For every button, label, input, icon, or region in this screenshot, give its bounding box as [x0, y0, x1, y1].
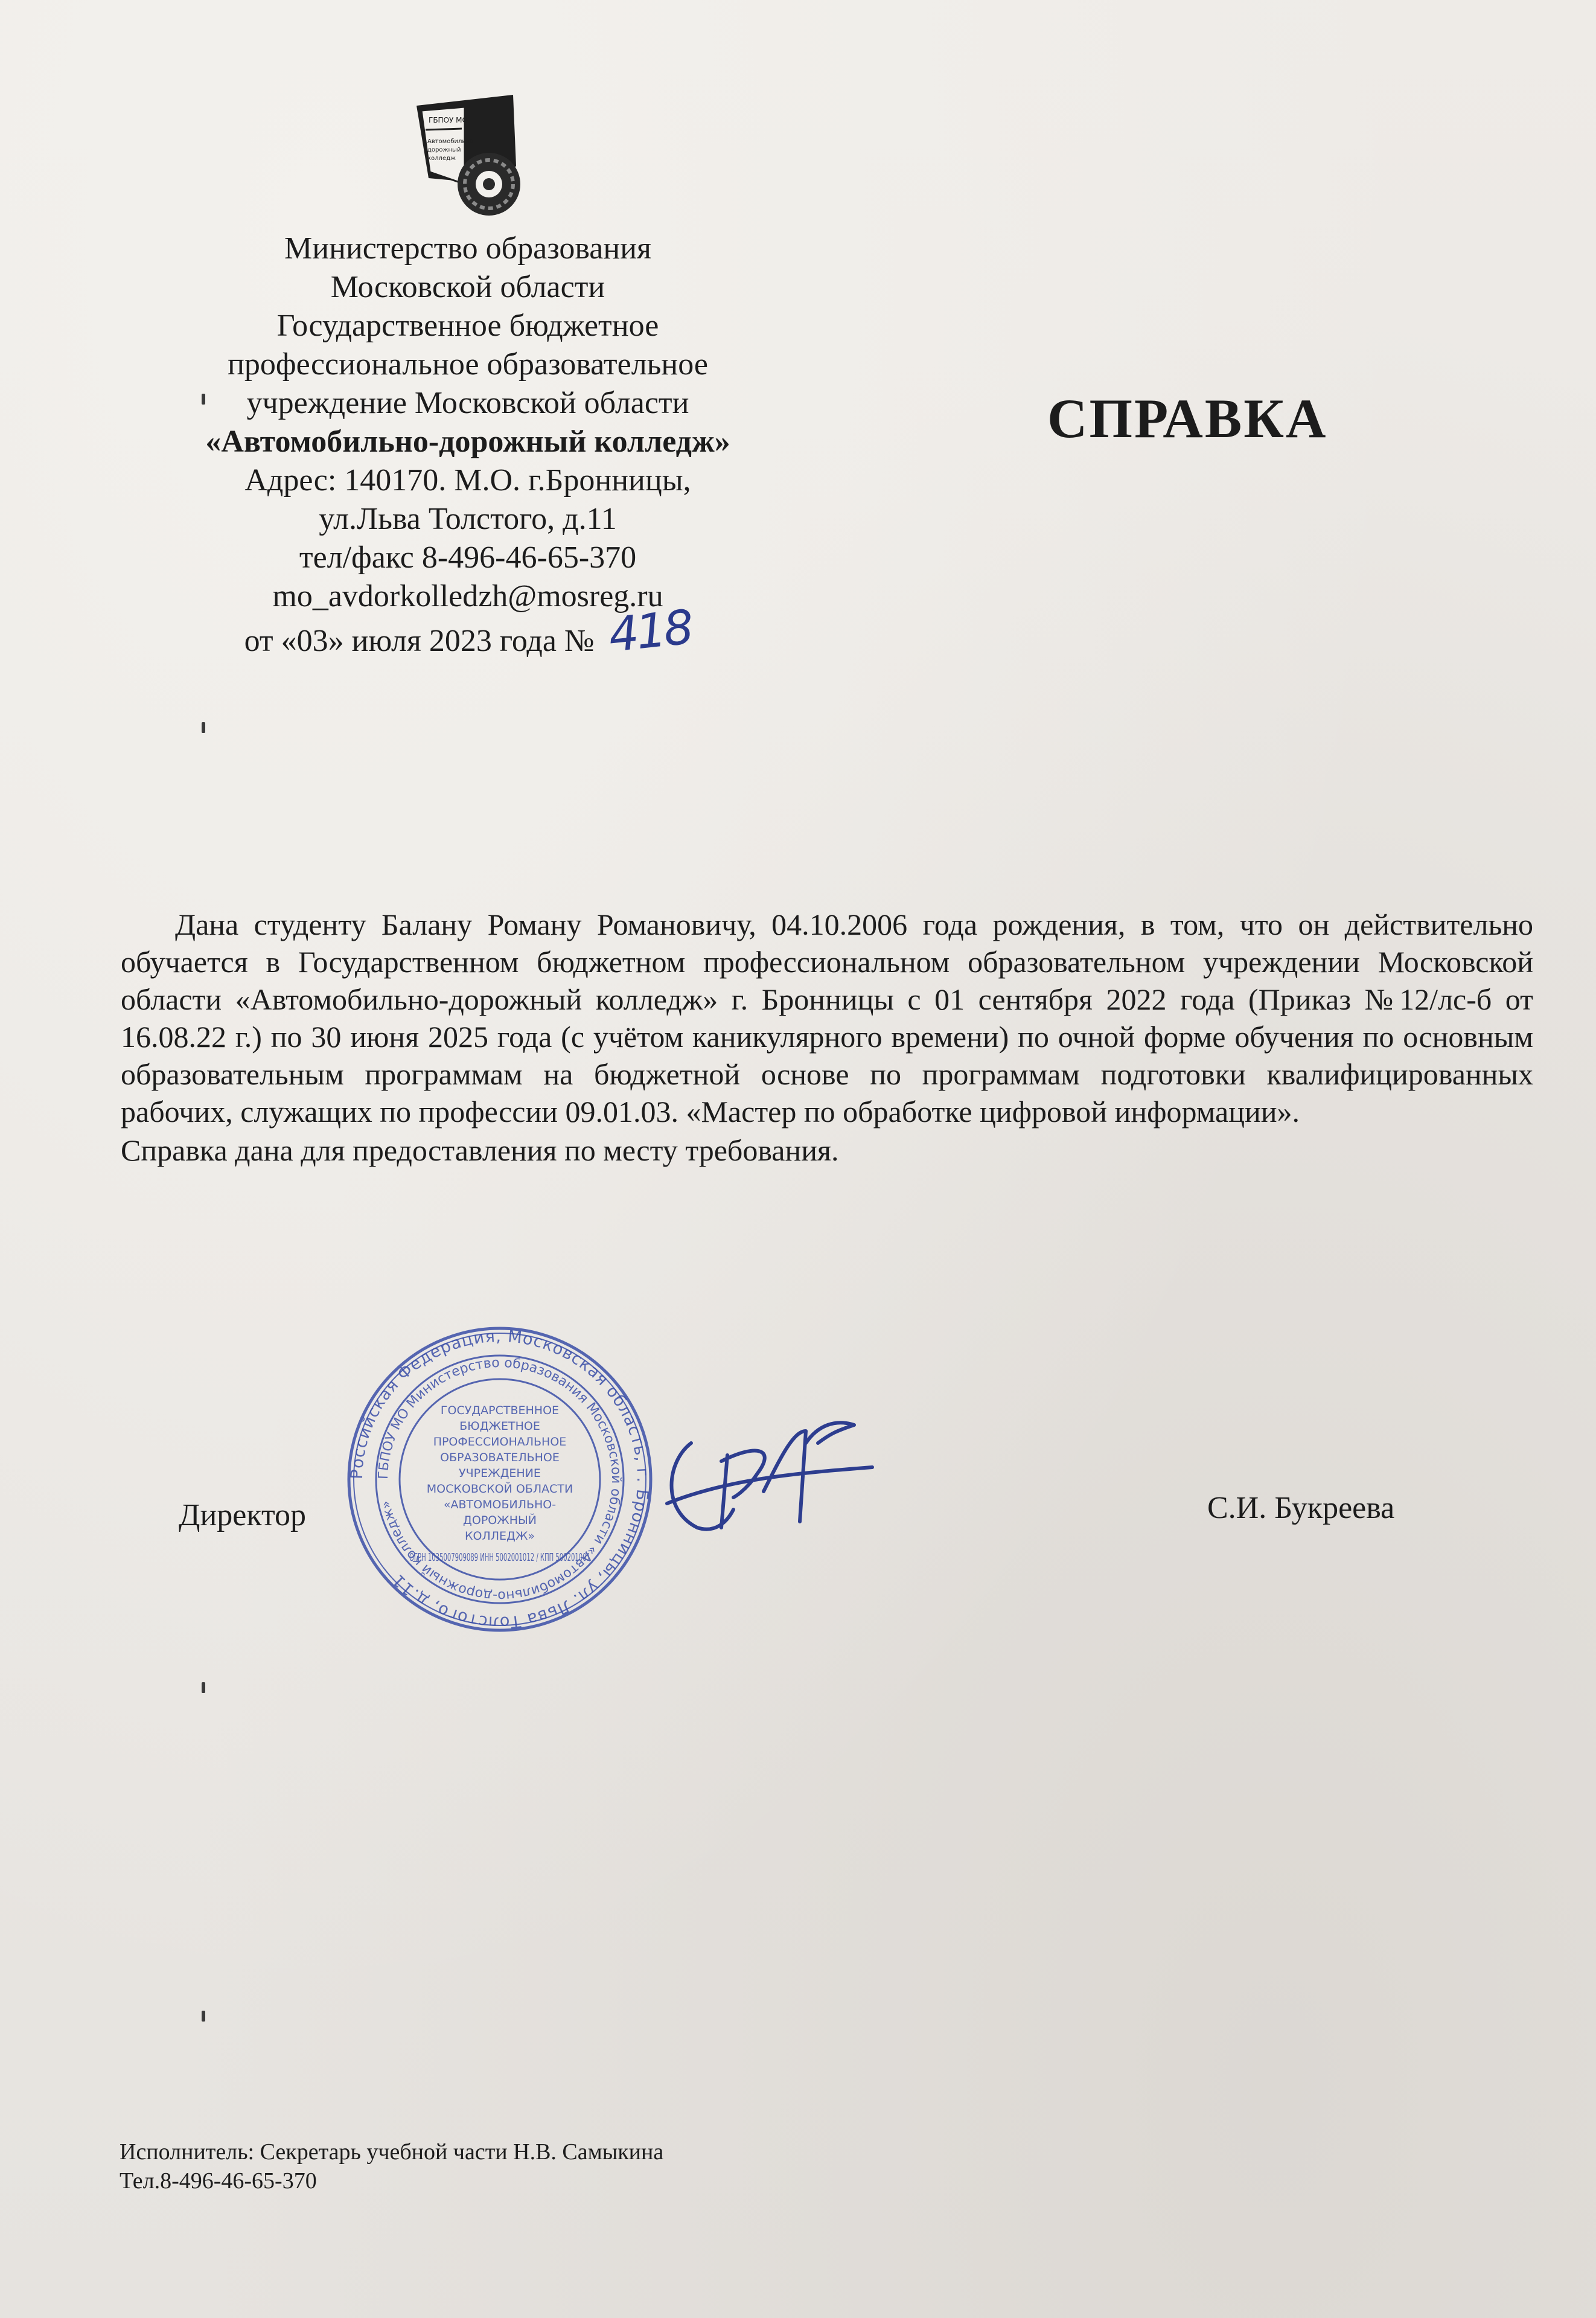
logo-text-line: колледж — [427, 155, 456, 162]
margin-mark — [202, 2011, 205, 2022]
executor-phone: Тел.8-496-46-65-370 — [120, 2168, 317, 2194]
document-body — [121, 906, 1533, 1169]
executor-footer — [120, 2137, 663, 2195]
certificate-paragraph: Дана студенту Балану Роману Романовичу, 04.10.2006 года рождения, в том, что он действительно обучается в Государственном бюджетном профессиональном образовательном учреждении Московской области «Автомобильно-дорожный колледж» г. Бронницы с 01 сентября 2022 года (Приказ №12/лс-б от 16.08.22 г.) по 30 июня 2025 года (с учётом каникулярного времени) по очной форме обучения по основным образовательным программам на бюджетной основе по программам подготовки квалифицированных рабочих, служащих по профессии 09.01.03. «Мастер по обработке цифровой информации». — [121, 908, 1533, 1129]
document-date: от «03» июля 2023 года № — [244, 624, 595, 658]
stamp-middle-text: ГБПОУ МО Министерство образования Московской области «Автомобильно-дорожный колледж» — [375, 1355, 624, 1604]
signer-name: С.И. Букреева — [1207, 1491, 1395, 1525]
margin-mark — [202, 394, 205, 405]
stamp-center-line: ПРОФЕССИОНАЛЬНОЕ — [433, 1435, 567, 1449]
college-name: «Автомобильно-дорожный колледж» — [205, 424, 730, 459]
tire-icon — [458, 153, 520, 216]
logo-text-top: ГБПОУ МО — [429, 116, 468, 124]
executor-name: Исполнитель: Секретарь учебной части Н.В. Самыкина — [120, 2139, 664, 2165]
stamp-center-line: КОЛЛЕДЖ» — [465, 1529, 535, 1543]
logo-text-line: Автомобильно- — [427, 138, 476, 145]
organization-header — [163, 229, 773, 661]
document-title: СПРАВКА — [1047, 388, 1328, 449]
stamp-center-line: ОБРАЗОВАТЕЛЬНОЕ — [440, 1451, 560, 1464]
header-line: Московской области — [330, 270, 605, 304]
header-line: Министерство образования — [284, 231, 651, 266]
header-line: Государственное бюджетное — [276, 309, 659, 343]
phone-fax: тел/факс 8-496-46-65-370 — [299, 540, 637, 575]
college-logo-icon — [392, 94, 537, 220]
margin-mark — [202, 1682, 205, 1693]
address-line: Адрес: 140170. М.О. г.Бронницы, — [244, 463, 691, 498]
email: mo_avdorkolledzh@mosreg.ru — [272, 579, 663, 613]
logo-text-line: дорожный — [427, 147, 461, 153]
stamp-center-line: ГОСУДАРСТВЕННОЕ — [440, 1404, 560, 1417]
stamp-ids: ОГРН 1035007909089 ИНН 5002001012 / КПП 500201001 — [409, 1551, 590, 1564]
official-stamp-icon — [343, 1322, 657, 1636]
stamp-center-line: БЮДЖЕТНОЕ — [459, 1420, 540, 1433]
date-number-row — [163, 600, 773, 663]
stamp-center-line: УЧРЕЖДЕНИЕ — [459, 1467, 541, 1480]
stamp-outer-text: Российская Федерация, Московская область, г. Бронницы, ул. Льва Толстого, д.11 — [347, 1327, 653, 1632]
header-line: профессиональное образовательное — [228, 347, 708, 382]
address-line: ул.Льва Толстого, д.11 — [319, 502, 617, 536]
handwritten-signature — [655, 1407, 884, 1546]
stamp-center-line: ДОРОЖНЫЙ — [463, 1514, 537, 1527]
signer-position: Директор — [179, 1498, 306, 1532]
stamp-center-line: «АВТОМОБИЛЬНО- — [443, 1498, 557, 1511]
handwritten-number: 418 — [605, 600, 694, 663]
certificate-purpose: Справка дана для предоставления по месту требования. — [121, 1133, 839, 1167]
margin-mark — [202, 722, 205, 733]
stamp-center-line: МОСКОВСКОЙ ОБЛАСТИ — [426, 1482, 573, 1496]
header-line: учреждение Московской области — [246, 386, 689, 420]
